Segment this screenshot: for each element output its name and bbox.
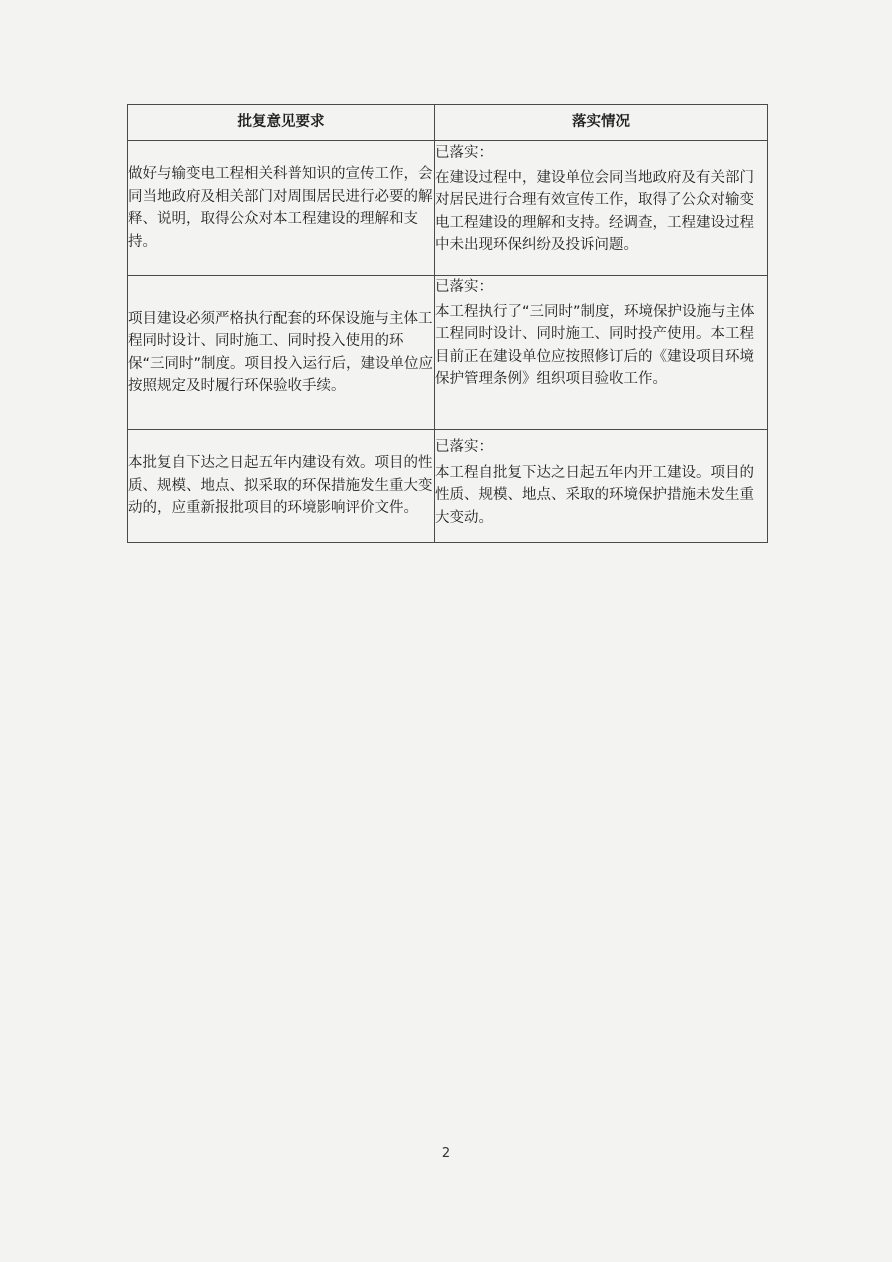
status-text: 已落实： <box>435 145 493 161</box>
page-number: 2 <box>441 1146 451 1161</box>
table-row <box>128 430 768 543</box>
header-implementation: 落实情况 <box>435 105 768 141</box>
implementation-detail: 本工程执行了“三同时”制度，环境保护设施与主体工程同时设计、同时施工、同时投产使用。本工程目前正在建设单位应按照修订后的《建设项目环境保护管理条例》组织项目验收工作。 <box>435 303 755 387</box>
implementation-cell <box>435 430 768 543</box>
header-requirements: 批复意见要求 <box>128 105 435 141</box>
implementation-detail: 在建设过程中，建设单位会同当地政府及有关部门对居民进行合理有效宣传工作，取得了公众对输变电工程建设的理解和支持。经调查，工程建设过程中未出现环保纠纷及投诉问题。 <box>435 169 754 253</box>
requirement-cell: 做好与输变电工程相关科普知识的宣传工作，会同当地政府及相关部门对周围居民进行必要的解释、说明，取得公众对本工程建设的理解和支持。 <box>128 141 435 276</box>
table-row <box>128 141 768 276</box>
requirement-cell: 项目建设必须严格执行配套的环保设施与主体工程同时设计、同时施工、同时投入使用的环保“三同时”制度。项目投入运行后，建设单位应按照规定及时履行环保验收手续。 <box>128 276 435 430</box>
implementation-detail: 本工程自批复下达之日起五年内开工建设。项目的性质、规模、地点、采取的环境保护措施未发生重大变动。 <box>435 464 754 526</box>
table-header-row <box>128 105 768 141</box>
requirement-cell: 本批复自下达之日起五年内建设有效。项目的性质、规模、地点、拟采取的环保措施发生重大变动的，应重新报批项目的环境影响评价文件。 <box>128 430 435 543</box>
status-text: 已落实： <box>435 439 493 455</box>
implementation-cell <box>435 276 768 430</box>
table-row <box>128 276 768 430</box>
implementation-cell <box>435 141 768 276</box>
approval-requirements-table <box>127 104 768 543</box>
status-text: 已落实： <box>435 279 493 295</box>
